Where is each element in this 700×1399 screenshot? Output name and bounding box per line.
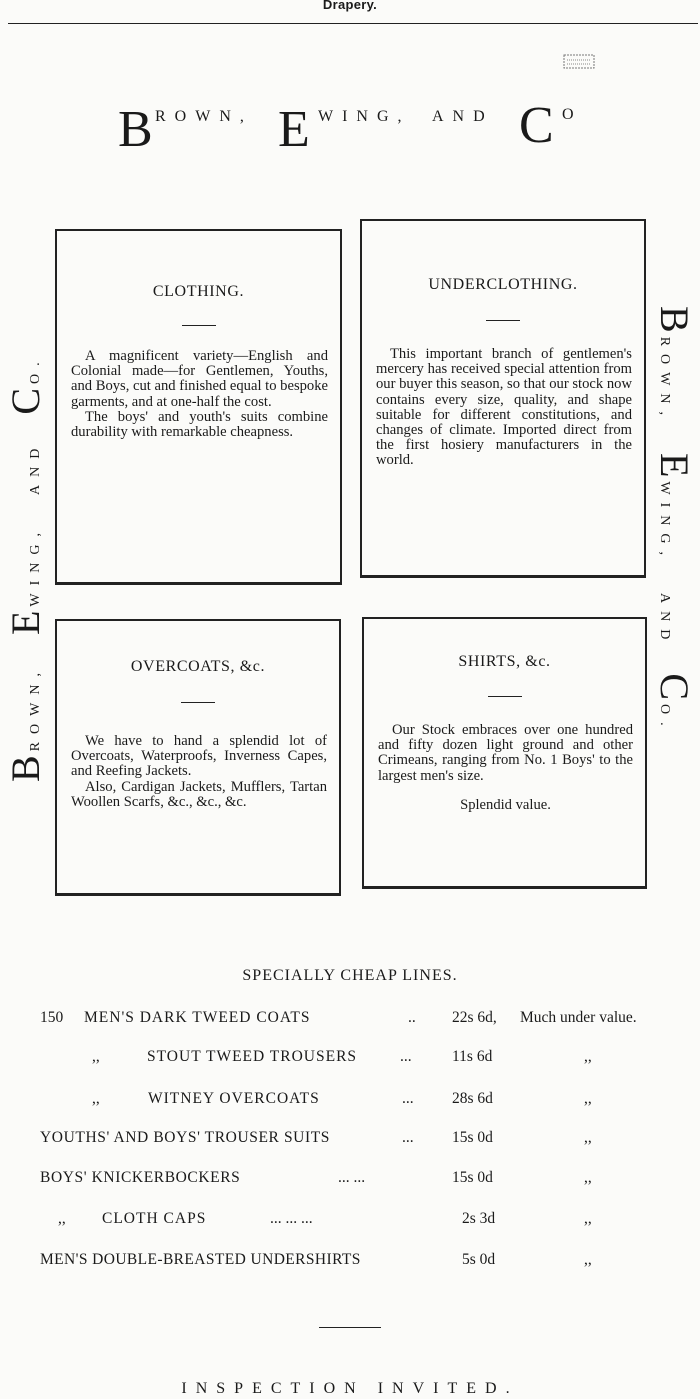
clothing-paragraph-1: A magnificent variety—English and Colonial made—for Gentlemen, Youths, and Boys, cut and finished equal to bespoke garments, and at one-half the cost. <box>71 348 328 410</box>
row-price: 5s 0d <box>462 1251 496 1268</box>
section-heading: Drapery. <box>322 0 378 12</box>
firm-word-brown: ROWN, <box>155 108 253 125</box>
row-note: ,, <box>584 1090 592 1107</box>
price-row <box>0 1129 700 1153</box>
clothing-title: CLOTHING. <box>152 283 245 300</box>
left-side-firm-name <box>3 354 48 782</box>
right-initial-c: C <box>652 673 697 701</box>
right-initial-b: B <box>652 306 697 333</box>
row-qty: 150 <box>40 1009 64 1026</box>
shirts-title: SHIRTS, &c. <box>458 653 551 670</box>
row-note: Much under value. <box>520 1009 637 1026</box>
right-word-ewing: WING, <box>657 481 672 564</box>
firm-initial-c: C <box>519 97 554 154</box>
firm-word-co: O <box>562 106 583 123</box>
left-initial-b: B <box>3 755 48 782</box>
firm-word-and: AND <box>432 108 494 125</box>
left-word-ewing: WING, <box>28 524 43 607</box>
underclothing-box <box>360 219 646 578</box>
row-leaders: ... ... ... <box>270 1210 313 1227</box>
price-row <box>0 1210 700 1234</box>
cheap-lines-title: SPECIALLY CHEAP LINES. <box>242 967 458 984</box>
shirts-divider <box>488 696 522 697</box>
overcoats-paragraph-1: We have to hand a splendid lot of Overcoats, Waterproofs, Inverness Capes, and Reefing Jackets. <box>71 733 327 780</box>
left-word-brown: ROWN, <box>28 665 43 752</box>
row-qty: ,, <box>92 1090 100 1107</box>
underclothing-divider <box>486 320 520 321</box>
row-price: 11s 6d <box>452 1048 493 1065</box>
row-note: ,, <box>584 1048 592 1065</box>
row-price: 15s 0d <box>452 1169 493 1186</box>
row-leaders: ... ... <box>338 1169 366 1186</box>
right-side-firm-name <box>652 306 697 734</box>
row-leaders: ... <box>400 1048 412 1065</box>
left-initial-e: E <box>3 610 48 636</box>
row-item: BOYS' KNICKERBOCKERS <box>40 1169 241 1186</box>
underclothing-paragraph-1: This important branch of gentlemen's mercery has received special attention from our buyer this season, so that our stock now contains every size, quality, and shape suitable for different constitutions, and changes of climate. Imported direct from the first hosiery manufacturers in the world. <box>376 346 632 469</box>
right-word-co: O. <box>657 704 672 734</box>
header-rule <box>8 23 698 24</box>
row-leaders: .. <box>408 1009 416 1026</box>
row-item: MEN'S DARK TWEED COATS <box>84 1009 311 1026</box>
overcoats-body <box>71 734 327 810</box>
left-initial-c: C <box>3 387 48 415</box>
inspection-invited: INSPECTION INVITED. <box>181 1380 519 1397</box>
row-note: ,, <box>584 1169 592 1186</box>
right-word-brown: ROWN, <box>657 336 672 423</box>
row-note: ,, <box>584 1210 592 1227</box>
clothing-divider <box>182 325 216 326</box>
row-leaders: ... <box>402 1129 414 1146</box>
row-qty: ,, <box>92 1048 100 1065</box>
row-leaders: ... <box>402 1090 414 1107</box>
firm-heading <box>0 97 700 158</box>
ink-stamp-mark <box>562 52 598 72</box>
shirts-body <box>378 723 633 813</box>
row-item: MEN'S DOUBLE-BREASTED UNDERSHIRTS <box>40 1251 361 1268</box>
price-row <box>0 1251 700 1275</box>
row-item: CLOTH CAPS <box>102 1210 207 1227</box>
firm-initial-b: B <box>118 101 153 158</box>
row-note: ,, <box>584 1129 592 1146</box>
clothing-box <box>55 229 342 585</box>
underclothing-title: UNDERCLOTHING. <box>428 276 578 293</box>
right-initial-e: E <box>652 452 697 478</box>
shirts-paragraph-2: Splendid value. <box>460 796 551 813</box>
overcoats-title: OVERCOATS, &c. <box>130 658 266 675</box>
price-row <box>0 1048 700 1072</box>
price-row <box>0 1009 700 1033</box>
row-price: 28s 6d <box>452 1090 493 1107</box>
row-price: 15s 0d <box>452 1129 493 1146</box>
shirts-box <box>362 617 647 889</box>
price-row <box>0 1090 700 1114</box>
row-qty: ,, <box>58 1210 66 1227</box>
overcoats-paragraph-2: Also, Cardigan Jackets, Mufflers, Tartan Woollen Scarfs, &c., &c., &c. <box>71 778 327 810</box>
underclothing-body <box>376 347 632 469</box>
row-price: 22s 6d, <box>452 1009 497 1026</box>
clothing-paragraph-2: The boys' and youth's suits combine durability with remarkable cheapness. <box>71 408 328 441</box>
overcoats-box <box>55 619 341 896</box>
left-word-co: O. <box>28 354 43 384</box>
firm-initial-e: E <box>278 101 310 158</box>
row-item: WITNEY OVERCOATS <box>148 1090 320 1107</box>
row-price: 2s 3d <box>462 1210 496 1227</box>
row-note: ,, <box>584 1251 592 1268</box>
clothing-body <box>71 349 328 440</box>
shirts-paragraph-1: Our Stock embraces over one hundred and fifty dozen light ground and other Crimeans, ranging from No. 1 Boys' to the largest men's size. <box>378 722 633 784</box>
left-word-and: AND <box>28 440 43 495</box>
right-word-and: AND <box>657 593 672 648</box>
firm-word-ewing: WING, <box>318 108 411 125</box>
footer-divider <box>319 1327 381 1328</box>
row-item: YOUTHS' AND BOYS' TROUSER SUITS <box>40 1129 331 1146</box>
overcoats-divider <box>181 702 215 703</box>
row-item: STOUT TWEED TROUSERS <box>147 1048 358 1065</box>
price-row <box>0 1169 700 1193</box>
